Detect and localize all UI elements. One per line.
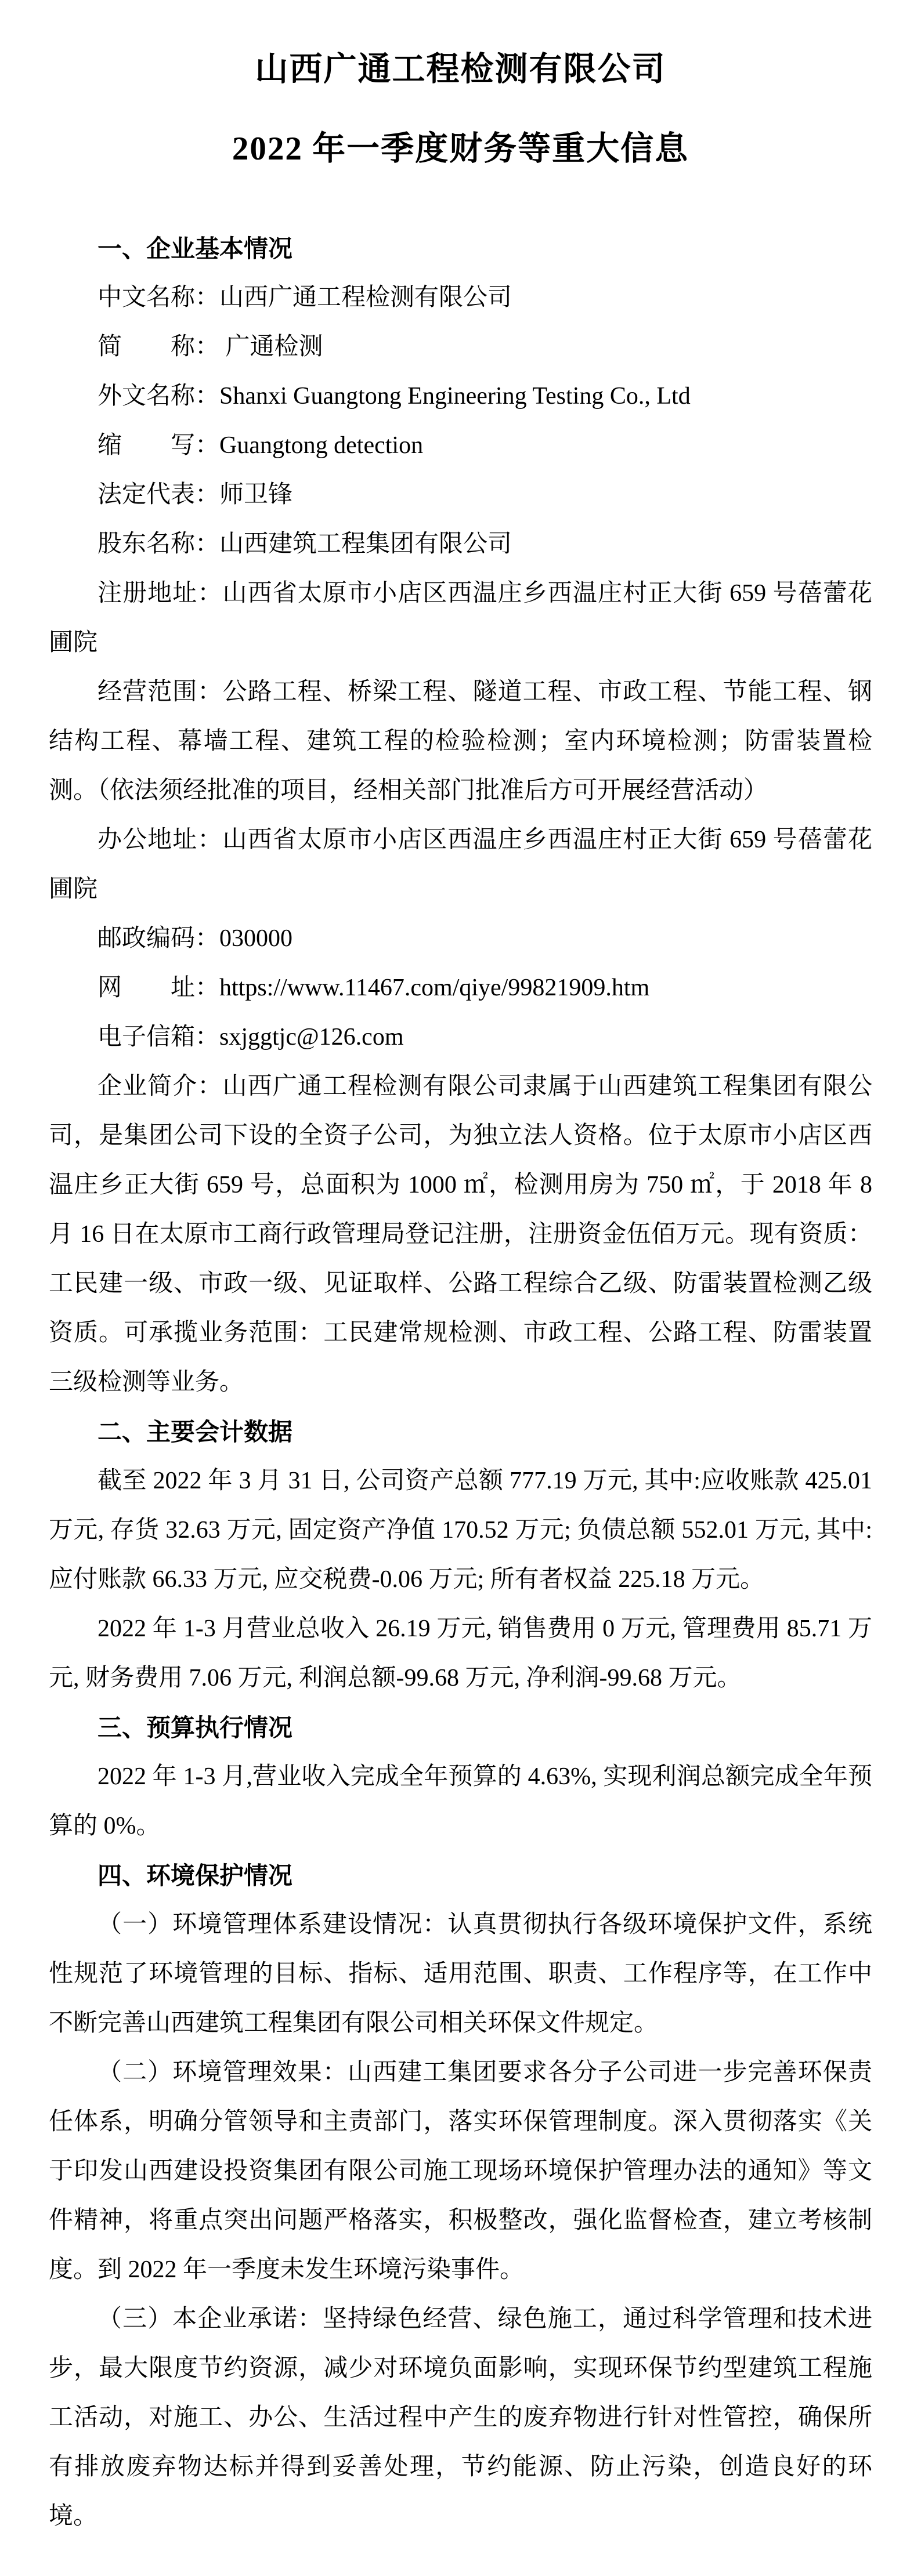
para-income-statement-summary: 2022 年 1-3 月营业总收入 26.19 万元, 销售费用 0 万元, 管理费用 85.71 万元, 财务费用 7.06 万元, 利润总额-99.68 万元, 净利润-99.68 万元。 bbox=[49, 1615, 872, 1691]
heading-budget-execution: 三、预算执行情况 bbox=[97, 1714, 293, 1741]
para-chinese-name: 中文名称：山西广通工程检测有限公司 bbox=[97, 284, 512, 311]
para-english-name: 外文名称：Shanxi Guangtong Engineering Testing Co., Ltd bbox=[97, 383, 691, 410]
para-short-name: 简 称： 广通检测 bbox=[97, 334, 323, 360]
para-abbreviation: 缩 写：Guangtong detection bbox=[97, 432, 424, 459]
para-env-management-system: （一）环境管理体系建设情况：认真贯彻执行各级环境保护文件，系统性规范了环境管理的目标、指标、适用范围、职责、工作程序等，在工作中不断完善山西建筑工程集团有限公司相关环保文件规定。 bbox=[49, 1911, 872, 2037]
para-env-management-effect: （二）环境管理效果：山西建工集团要求各分子公司进一步完善环保责任体系，明确分管领导和主责部门，落实环保管理制度。深入贯彻落实《关于印发山西建设投资集团有限公司施工现场环境保护管理办法的通知》等文件精神，将重点突出问题严格落实，积极整改，强化监督检查，建立考核制度。到 2022 年一季度未发生环境污染事件。 bbox=[49, 2059, 872, 2283]
para-company-profile: 企业简介：山西广通工程检测有限公司隶属于山西建筑工程集团有限公司，是集团公司下设的全资子公司，为独立法人资格。位于太原市小店区西温庄乡正大街 659 号，总面积为 1000 ㎡，检测用房为 750 ㎡，于 2018 年 8 月 16 日在太原市工商行政管理局登记注册，注册资金伍佰万元。现有资质：工民建一级、市政一级、见证取样、公路工程综合乙级、防雷装置检测乙级资质。可承揽业务范围：工民建常规检测、市政工程、公路工程、防雷装置三级检测等业务。 bbox=[49, 1073, 872, 1396]
heading-company-basic-info: 一、企业基本情况 bbox=[97, 235, 293, 262]
para-postal-code: 邮政编码：030000 bbox=[97, 925, 293, 952]
heading-environmental-protection: 四、环境保护情况 bbox=[97, 1862, 293, 1889]
para-balance-sheet-summary: 截至 2022 年 3 月 31 日, 公司资产总额 777.19 万元, 其中:应收账款 425.01 万元, 存货 32.63 万元, 固定资产净值 170.52 万元; 负债总额 552.01 万元, 其中: 应付账款 66.33 万元, 应交税费-0.06 万元; 所有者权益 225.18 万元。 bbox=[49, 1468, 872, 1593]
para-website-url: 网 址：https://www.11467.com/qiye/99821909.htm bbox=[97, 974, 650, 1001]
para-legal-representative: 法定代表：师卫锋 bbox=[97, 481, 293, 508]
section-company-basic-info bbox=[49, 224, 872, 1407]
section-accounting-data bbox=[49, 1407, 872, 1703]
para-registered-address: 注册地址：山西省太原市小店区西温庄乡西温庄村正大街 659 号蓓蕾花圃院 bbox=[49, 580, 872, 656]
para-budget-execution: 2022 年 1-3 月,营业收入完成全年预算的 4.63%, 实现利润总额完成全年预算的 0%。 bbox=[49, 1763, 872, 1839]
para-business-scope: 经营范围：公路工程、桥梁工程、隧道工程、市政工程、节能工程、钢结构工程、幕墙工程、建筑工程的检验检测；室内环境检测；防雷装置检测。（依法须经批准的项目，经相关部门批准后方可开展经营活动） bbox=[49, 679, 872, 804]
section-budget-execution bbox=[49, 1703, 872, 1851]
heading-accounting-data: 二、主要会计数据 bbox=[97, 1418, 293, 1445]
section-environmental-protection bbox=[49, 1851, 872, 2541]
para-email: 电子信箱：sxjggtjc@126.com bbox=[97, 1024, 404, 1050]
para-env-commitment: （三）本企业承诺：坚持绿色经营、绿色施工，通过科学管理和技术进步，最大限度节约资源，减少对环境负面影响，实现环保节约型建筑工程施工活动，对施工、办公、生活过程中产生的废弃物进行针对性管控，确保所有排放废弃物达标并得到妥善处理，节约能源、防止污染，创造良好的环境。 bbox=[49, 2306, 872, 2530]
para-office-address: 办公地址：山西省太原市小店区西温庄乡西温庄村正大街 659 号蓓蕾花圃院 bbox=[49, 827, 872, 903]
para-shareholder-name: 股东名称：山西建筑工程集团有限公司 bbox=[97, 531, 512, 557]
document-title: 山西广通工程检测有限公司 bbox=[255, 51, 666, 88]
document-subtitle: 2022 年一季度财务等重大信息 bbox=[232, 131, 689, 167]
